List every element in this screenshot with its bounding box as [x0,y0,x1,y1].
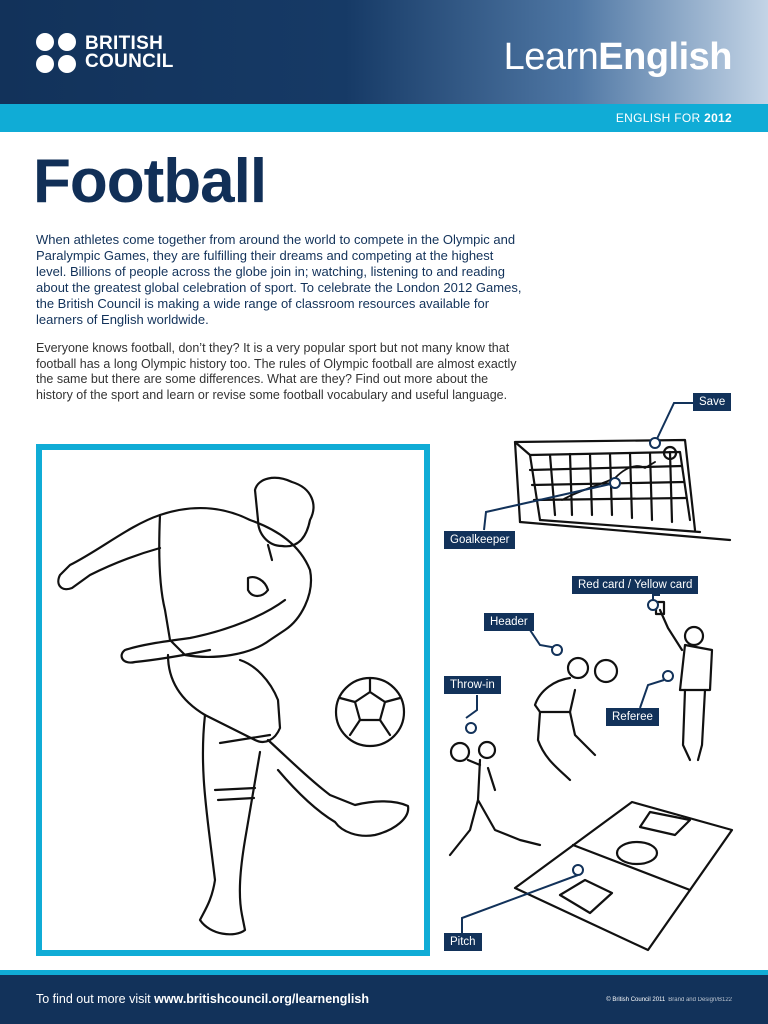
intro-paragraph: When athletes come together from around the world to compete in the Olympic and Paralympic Games, they are fulfilling their dreams and competing at the highest level. Billions of people across the globe join in; watching, listening to and reading about the greatest global celebration of sport. To celebrate the London 2012 Games, the British Council is making a wide range of classroom resources available for learners of English worldwide. [36,232,522,327]
visit-prefix: To find out more visit [36,992,155,1006]
footer-url-link[interactable]: www.britishcouncil.org/learnenglish [154,992,369,1006]
label-pitch: Pitch [444,933,482,951]
header-player-illustration [535,658,617,780]
brand-english: English [598,36,732,78]
kicking-player-illustration [58,478,408,934]
label-red-yellow-card: Red card / Yellow card [572,576,698,594]
copyright-text: © British Council 2011 [606,997,666,1003]
goal-illustration [515,440,730,540]
pitch-illustration [515,802,732,950]
brand-learn: Learn [503,36,599,78]
label-throw-in: Throw-in [444,676,501,694]
footer-visit-text [36,992,369,1006]
referee-illustration [656,602,712,760]
design-credit: Brand and Design/B122 [668,997,732,1003]
body-paragraph: Everyone knows football, don’t they? It is a very popular sport but not many know that football has a long Olympic history too. The rules of Olympic football are almost exactly the same but there are some differences. What are they? Find out more about the history of the sport and learn or revise some football vocabulary and useful language. [36,341,517,402]
footer [0,975,768,1024]
logo-line1: BRITISH [85,33,164,54]
throw-in-player-illustration [450,742,540,855]
tag-text: ENGLISH FOR [615,111,705,125]
label-goalkeeper: Goalkeeper [444,531,515,549]
tag-year: 2012 [704,111,732,125]
label-save: Save [693,393,731,411]
label-referee: Referee [606,708,659,726]
footer-copyright [606,997,732,1003]
label-header: Header [484,613,534,631]
page-title: Football [33,147,267,216]
logo-line2: COUNCIL [85,51,174,72]
